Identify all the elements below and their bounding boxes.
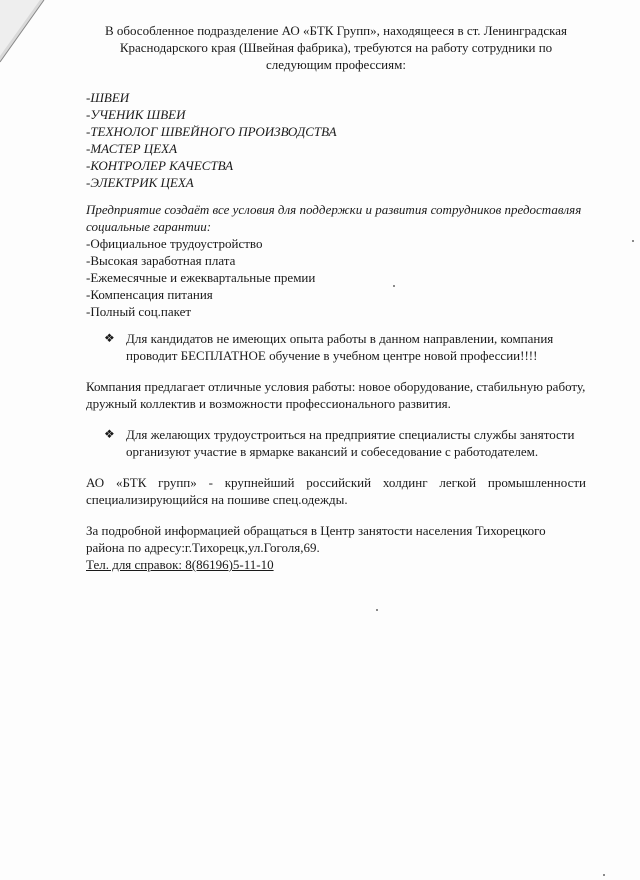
- profession-item: -КОНТРОЛЕР КАЧЕСТВА: [86, 158, 234, 173]
- guarantee-item: -Высокая заработная плата: [86, 253, 236, 268]
- scan-speck: [393, 285, 395, 287]
- training-note-text: Для кандидатов не имеющих опыта работы в данном направлении, компания проводит БЕСПЛАТНОЕ обучение в учебном центре новой профессии!!!!: [126, 331, 554, 363]
- scan-speck: [376, 609, 378, 611]
- job-fair-note: [86, 426, 586, 460]
- diamond-bullet-icon: ❖: [104, 331, 115, 345]
- guarantee-item: -Компенсация питания: [86, 287, 213, 302]
- guarantees-intro: Предприятие создаёт все условия для поддержки и развития сотрудников предоставляя социальные гарантии:: [86, 202, 582, 234]
- guarantee-item: -Ежемесячные и ежеквартальные премии: [86, 270, 316, 285]
- scan-speck: [632, 240, 634, 242]
- job-fair-note-text: Для желающих трудоустроиться на предприятие специалисты службы занятости организуют участие в ярмарке вакансий и собеседование с работодателем.: [126, 427, 575, 459]
- intro-paragraph: В обособленное подразделение АО «БТК Групп», находящееся в ст. Ленинградская Краснодарского края (Швейная фабрика), требуются на работу сотрудники по следующим профессиям:: [104, 23, 568, 72]
- company-description: АО «БТК групп» - крупнейший российский холдинг легкой промышленности специализирующийся на пошиве спец.одежды.: [86, 475, 586, 507]
- guarantee-item: -Полный соц.пакет: [86, 304, 192, 319]
- training-note: [86, 330, 586, 364]
- profession-item: -УЧЕНИК ШВЕИ: [86, 107, 186, 122]
- profession-item: -ШВЕИ: [86, 90, 130, 105]
- phone-line: Тел. для справок: 8(86196)5-11-10: [86, 557, 274, 572]
- guarantee-item: -Официальное трудоустройство: [86, 236, 263, 251]
- page-corner-fold: [0, 0, 60, 70]
- profession-item: -ТЕХНОЛОГ ШВЕЙНОГО ПРОИЗВОДСТВА: [86, 124, 337, 139]
- professions-list: [86, 89, 586, 191]
- diamond-bullet-icon: ❖: [104, 427, 115, 441]
- scan-speck: [603, 874, 605, 876]
- profession-item: -МАСТЕР ЦЕХА: [86, 141, 178, 156]
- contact-paragraph: За подробной информацией обращаться в Центр занятости населения Тихорецкого района по адресу:г.Тихорецк,ул.Гоголя,69.: [86, 523, 546, 555]
- profession-item: -ЭЛЕКТРИК ЦЕХА: [86, 175, 194, 190]
- document-body: [86, 22, 586, 573]
- conditions-paragraph: Компания предлагает отличные условия работы: новое оборудование, стабильную работу, дружный коллектив и возможности профессионального развития.: [86, 379, 586, 411]
- guarantees-list: [86, 235, 586, 320]
